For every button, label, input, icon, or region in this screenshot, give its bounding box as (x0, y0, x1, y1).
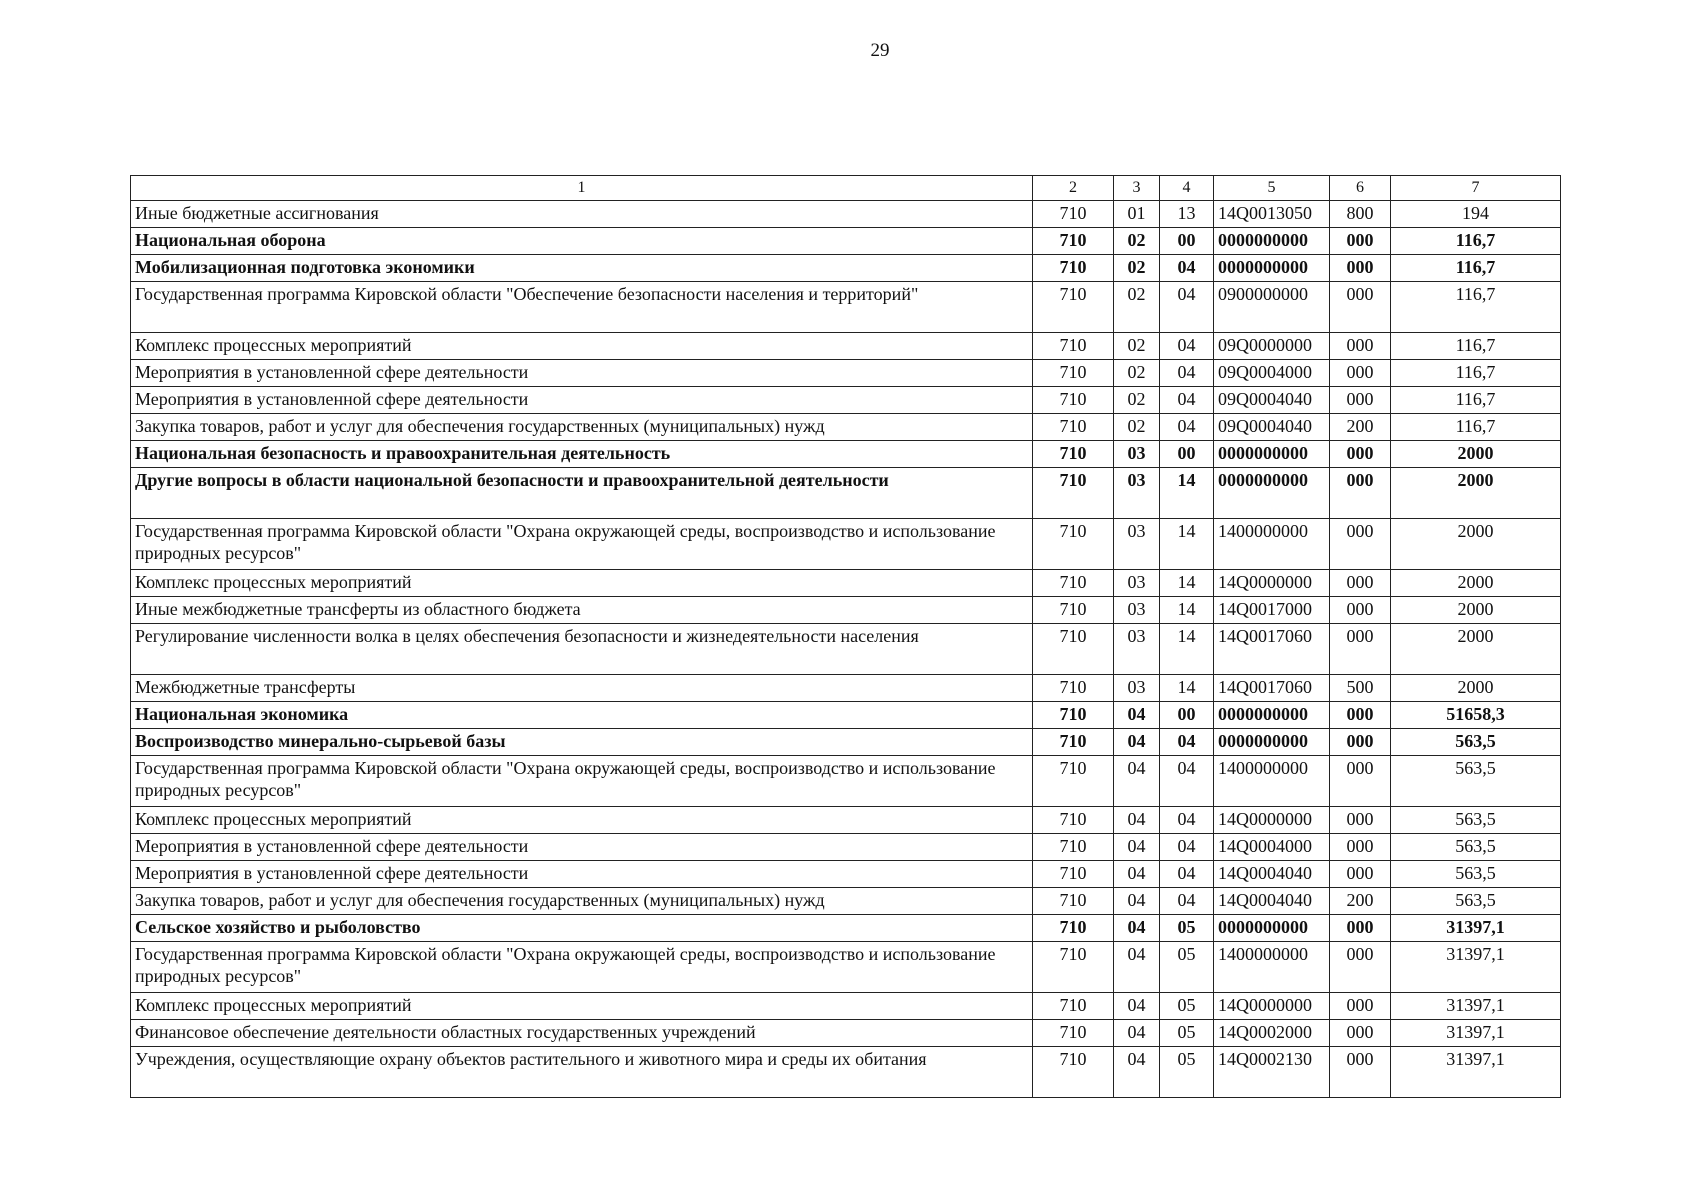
row-name-cell: Мероприятия в установленной сфере деятельности (131, 360, 1033, 387)
column-2-cell: 710 (1033, 729, 1114, 756)
column-3-cell: 02 (1114, 255, 1160, 282)
table-row (131, 861, 1561, 888)
column-4-cell: 04 (1160, 834, 1214, 861)
column-4-cell: 05 (1160, 942, 1214, 993)
column-3-cell: 02 (1114, 282, 1160, 333)
column-5-cell: 14Q0002000 (1214, 1020, 1330, 1047)
column-3-cell: 03 (1114, 468, 1160, 519)
column-6-cell: 000 (1330, 228, 1391, 255)
column-2-cell: 710 (1033, 1047, 1114, 1098)
table-row (131, 1020, 1561, 1047)
row-name-cell: Воспроизводство минерально-сырьевой базы (131, 729, 1033, 756)
column-4-cell: 14 (1160, 519, 1214, 570)
column-5-cell: 1400000000 (1214, 519, 1330, 570)
column-5-cell: 0000000000 (1214, 441, 1330, 468)
column-header-3: 3 (1114, 176, 1160, 201)
row-name-cell: Государственная программа Кировской области "Обеспечение безопасности населения и территорий" (131, 282, 1033, 333)
column-7-cell: 31397,1 (1391, 993, 1561, 1020)
column-7-cell: 31397,1 (1391, 915, 1561, 942)
row-name-cell: Учреждения, осуществляющие охрану объектов растительного и животного мира и среды их обитания (131, 1047, 1033, 1098)
row-name-cell: Государственная программа Кировской области "Охрана окружающей среды, воспроизводство и использование природных ресурсов" (131, 519, 1033, 570)
column-3-cell: 04 (1114, 702, 1160, 729)
row-name-cell: Мероприятия в установленной сфере деятельности (131, 861, 1033, 888)
column-4-cell: 05 (1160, 915, 1214, 942)
column-5-cell: 14Q0013050 (1214, 201, 1330, 228)
table-row (131, 675, 1561, 702)
row-name-cell: Комплекс процессных мероприятий (131, 807, 1033, 834)
column-5-cell: 09Q0000000 (1214, 333, 1330, 360)
column-7-cell: 116,7 (1391, 255, 1561, 282)
row-name-cell: Другие вопросы в области национальной безопасности и правоохранительной деятельности (131, 468, 1033, 519)
column-3-cell: 02 (1114, 228, 1160, 255)
column-6-cell: 000 (1330, 468, 1391, 519)
column-4-cell: 04 (1160, 807, 1214, 834)
column-4-cell: 14 (1160, 675, 1214, 702)
column-3-cell: 04 (1114, 756, 1160, 807)
column-4-cell: 04 (1160, 387, 1214, 414)
column-3-cell: 03 (1114, 570, 1160, 597)
table-row (131, 807, 1561, 834)
column-7-cell: 116,7 (1391, 333, 1561, 360)
column-3-cell: 04 (1114, 1047, 1160, 1098)
table-row (131, 624, 1561, 675)
column-5-cell: 1400000000 (1214, 942, 1330, 993)
table-row (131, 702, 1561, 729)
column-2-cell: 710 (1033, 255, 1114, 282)
column-3-cell: 02 (1114, 333, 1160, 360)
column-5-cell: 0000000000 (1214, 729, 1330, 756)
row-name-cell: Комплекс процессных мероприятий (131, 570, 1033, 597)
column-6-cell: 500 (1330, 675, 1391, 702)
row-name-cell: Закупка товаров, работ и услуг для обеспечения государственных (муниципальных) нужд (131, 888, 1033, 915)
column-5-cell: 14Q0002130 (1214, 1047, 1330, 1098)
column-7-cell: 116,7 (1391, 282, 1561, 333)
column-2-cell: 710 (1033, 675, 1114, 702)
column-6-cell: 200 (1330, 888, 1391, 915)
column-5-cell: 14Q0000000 (1214, 993, 1330, 1020)
table-row (131, 360, 1561, 387)
column-2-cell: 710 (1033, 519, 1114, 570)
column-6-cell: 000 (1330, 624, 1391, 675)
column-6-cell: 000 (1330, 729, 1391, 756)
column-3-cell: 03 (1114, 597, 1160, 624)
row-name-cell: Комплекс процессных мероприятий (131, 333, 1033, 360)
column-3-cell: 03 (1114, 441, 1160, 468)
column-header-6: 6 (1330, 176, 1391, 201)
column-2-cell: 710 (1033, 942, 1114, 993)
column-5-cell: 0000000000 (1214, 228, 1330, 255)
column-7-cell: 563,5 (1391, 729, 1561, 756)
table-row (131, 888, 1561, 915)
column-5-cell: 14Q0000000 (1214, 570, 1330, 597)
column-5-cell: 0000000000 (1214, 702, 1330, 729)
column-4-cell: 00 (1160, 702, 1214, 729)
column-3-cell: 02 (1114, 387, 1160, 414)
page-number: 29 (870, 40, 890, 61)
table-row (131, 729, 1561, 756)
column-3-cell: 04 (1114, 729, 1160, 756)
table-row (131, 570, 1561, 597)
column-5-cell: 0000000000 (1214, 468, 1330, 519)
column-7-cell: 2000 (1391, 519, 1561, 570)
column-5-cell: 14Q0004040 (1214, 888, 1330, 915)
table-row (131, 915, 1561, 942)
table-row (131, 834, 1561, 861)
table-row (131, 414, 1561, 441)
column-2-cell: 710 (1033, 597, 1114, 624)
column-7-cell: 31397,1 (1391, 942, 1561, 993)
column-4-cell: 04 (1160, 414, 1214, 441)
table-row (131, 255, 1561, 282)
column-2-cell: 710 (1033, 702, 1114, 729)
column-2-cell: 710 (1033, 468, 1114, 519)
column-4-cell: 13 (1160, 201, 1214, 228)
column-2-cell: 710 (1033, 861, 1114, 888)
column-7-cell: 116,7 (1391, 414, 1561, 441)
column-2-cell: 710 (1033, 1020, 1114, 1047)
column-6-cell: 000 (1330, 597, 1391, 624)
column-3-cell: 04 (1114, 807, 1160, 834)
column-2-cell: 710 (1033, 441, 1114, 468)
column-2-cell: 710 (1033, 570, 1114, 597)
column-4-cell: 05 (1160, 993, 1214, 1020)
column-5-cell: 0000000000 (1214, 915, 1330, 942)
column-5-cell: 09Q0004040 (1214, 414, 1330, 441)
column-4-cell: 04 (1160, 756, 1214, 807)
table-row (131, 282, 1561, 333)
row-name-cell: Мероприятия в установленной сфере деятельности (131, 834, 1033, 861)
column-6-cell: 000 (1330, 861, 1391, 888)
column-7-cell: 31397,1 (1391, 1047, 1561, 1098)
column-4-cell: 04 (1160, 729, 1214, 756)
row-name-cell: Иные межбюджетные трансферты из областного бюджета (131, 597, 1033, 624)
column-7-cell: 116,7 (1391, 228, 1561, 255)
table-row (131, 228, 1561, 255)
column-2-cell: 710 (1033, 834, 1114, 861)
column-5-cell: 0900000000 (1214, 282, 1330, 333)
column-7-cell: 116,7 (1391, 387, 1561, 414)
column-7-cell: 2000 (1391, 570, 1561, 597)
column-4-cell: 00 (1160, 441, 1214, 468)
budget-table (130, 175, 1561, 1098)
column-6-cell: 000 (1330, 333, 1391, 360)
column-2-cell: 710 (1033, 888, 1114, 915)
column-6-cell: 000 (1330, 360, 1391, 387)
column-3-cell: 03 (1114, 675, 1160, 702)
column-4-cell: 00 (1160, 228, 1214, 255)
column-7-cell: 2000 (1391, 468, 1561, 519)
column-header-4: 4 (1160, 176, 1214, 201)
row-name-cell: Закупка товаров, работ и услуг для обеспечения государственных (муниципальных) нужд (131, 414, 1033, 441)
column-3-cell: 04 (1114, 834, 1160, 861)
column-7-cell: 563,5 (1391, 834, 1561, 861)
column-7-cell: 116,7 (1391, 360, 1561, 387)
column-4-cell: 14 (1160, 624, 1214, 675)
table-header-row (131, 176, 1561, 201)
column-7-cell: 31397,1 (1391, 1020, 1561, 1047)
column-6-cell: 000 (1330, 441, 1391, 468)
row-name-cell: Государственная программа Кировской области "Охрана окружающей среды, воспроизводство и использование природных ресурсов" (131, 942, 1033, 993)
table-row (131, 519, 1561, 570)
column-7-cell: 2000 (1391, 675, 1561, 702)
row-name-cell: Мероприятия в установленной сфере деятельности (131, 387, 1033, 414)
row-name-cell: Государственная программа Кировской области "Охрана окружающей среды, воспроизводство и использование природных ресурсов" (131, 756, 1033, 807)
column-3-cell: 04 (1114, 942, 1160, 993)
column-7-cell: 194 (1391, 201, 1561, 228)
column-header-2: 2 (1033, 176, 1114, 201)
column-6-cell: 200 (1330, 414, 1391, 441)
row-name-cell: Регулирование численности волка в целях обеспечения безопасности и жизнедеятельности населения (131, 624, 1033, 675)
column-3-cell: 04 (1114, 915, 1160, 942)
column-6-cell: 000 (1330, 282, 1391, 333)
table-row (131, 441, 1561, 468)
column-7-cell: 563,5 (1391, 756, 1561, 807)
row-name-cell: Финансовое обеспечение деятельности областных государственных учреждений (131, 1020, 1033, 1047)
column-3-cell: 04 (1114, 888, 1160, 915)
column-4-cell: 04 (1160, 360, 1214, 387)
column-7-cell: 2000 (1391, 624, 1561, 675)
column-2-cell: 710 (1033, 414, 1114, 441)
column-7-cell: 563,5 (1391, 888, 1561, 915)
column-2-cell: 710 (1033, 360, 1114, 387)
column-3-cell: 02 (1114, 360, 1160, 387)
table-row (131, 468, 1561, 519)
column-6-cell: 000 (1330, 942, 1391, 993)
column-4-cell: 14 (1160, 570, 1214, 597)
column-6-cell: 000 (1330, 702, 1391, 729)
table-body (131, 201, 1561, 1098)
column-4-cell: 04 (1160, 861, 1214, 888)
column-6-cell: 000 (1330, 1047, 1391, 1098)
column-5-cell: 09Q0004040 (1214, 387, 1330, 414)
table-row (131, 597, 1561, 624)
column-header-7: 7 (1391, 176, 1561, 201)
table-row (131, 201, 1561, 228)
table-row (131, 1047, 1561, 1098)
column-2-cell: 710 (1033, 807, 1114, 834)
column-5-cell: 14Q0017000 (1214, 597, 1330, 624)
column-5-cell: 14Q0017060 (1214, 624, 1330, 675)
column-3-cell: 02 (1114, 414, 1160, 441)
column-7-cell: 2000 (1391, 597, 1561, 624)
column-6-cell: 000 (1330, 915, 1391, 942)
column-header-1: 1 (131, 176, 1033, 201)
column-6-cell: 000 (1330, 807, 1391, 834)
row-name-cell: Национальная оборона (131, 228, 1033, 255)
column-5-cell: 1400000000 (1214, 756, 1330, 807)
column-2-cell: 710 (1033, 387, 1114, 414)
column-7-cell: 563,5 (1391, 807, 1561, 834)
column-6-cell: 000 (1330, 834, 1391, 861)
column-6-cell: 000 (1330, 519, 1391, 570)
column-4-cell: 04 (1160, 333, 1214, 360)
column-5-cell: 14Q0017060 (1214, 675, 1330, 702)
column-2-cell: 710 (1033, 201, 1114, 228)
column-6-cell: 000 (1330, 756, 1391, 807)
table-row (131, 756, 1561, 807)
column-4-cell: 05 (1160, 1047, 1214, 1098)
column-4-cell: 04 (1160, 888, 1214, 915)
column-6-cell: 000 (1330, 255, 1391, 282)
column-3-cell: 04 (1114, 993, 1160, 1020)
table-row (131, 333, 1561, 360)
row-name-cell: Мобилизационная подготовка экономики (131, 255, 1033, 282)
table-row (131, 942, 1561, 993)
column-6-cell: 000 (1330, 387, 1391, 414)
column-4-cell: 14 (1160, 597, 1214, 624)
column-4-cell: 04 (1160, 255, 1214, 282)
column-header-5: 5 (1214, 176, 1330, 201)
column-6-cell: 800 (1330, 201, 1391, 228)
column-5-cell: 14Q0000000 (1214, 807, 1330, 834)
column-2-cell: 710 (1033, 993, 1114, 1020)
row-name-cell: Национальная экономика (131, 702, 1033, 729)
column-7-cell: 51658,3 (1391, 702, 1561, 729)
column-4-cell: 05 (1160, 1020, 1214, 1047)
row-name-cell: Межбюджетные трансферты (131, 675, 1033, 702)
column-3-cell: 03 (1114, 519, 1160, 570)
column-2-cell: 710 (1033, 915, 1114, 942)
column-2-cell: 710 (1033, 282, 1114, 333)
column-5-cell: 14Q0004000 (1214, 834, 1330, 861)
column-5-cell: 09Q0004000 (1214, 360, 1330, 387)
column-6-cell: 000 (1330, 1020, 1391, 1047)
column-5-cell: 14Q0004040 (1214, 861, 1330, 888)
column-7-cell: 2000 (1391, 441, 1561, 468)
column-2-cell: 710 (1033, 624, 1114, 675)
row-name-cell: Иные бюджетные ассигнования (131, 201, 1033, 228)
column-3-cell: 04 (1114, 1020, 1160, 1047)
row-name-cell: Комплекс процессных мероприятий (131, 993, 1033, 1020)
column-6-cell: 000 (1330, 570, 1391, 597)
column-4-cell: 14 (1160, 468, 1214, 519)
table-row (131, 387, 1561, 414)
column-3-cell: 01 (1114, 201, 1160, 228)
column-7-cell: 563,5 (1391, 861, 1561, 888)
row-name-cell: Национальная безопасность и правоохранительная деятельность (131, 441, 1033, 468)
column-6-cell: 000 (1330, 993, 1391, 1020)
column-2-cell: 710 (1033, 333, 1114, 360)
column-2-cell: 710 (1033, 756, 1114, 807)
column-3-cell: 04 (1114, 861, 1160, 888)
column-5-cell: 0000000000 (1214, 255, 1330, 282)
column-3-cell: 03 (1114, 624, 1160, 675)
row-name-cell: Сельское хозяйство и рыболовство (131, 915, 1033, 942)
column-4-cell: 04 (1160, 282, 1214, 333)
column-2-cell: 710 (1033, 228, 1114, 255)
table-row (131, 993, 1561, 1020)
